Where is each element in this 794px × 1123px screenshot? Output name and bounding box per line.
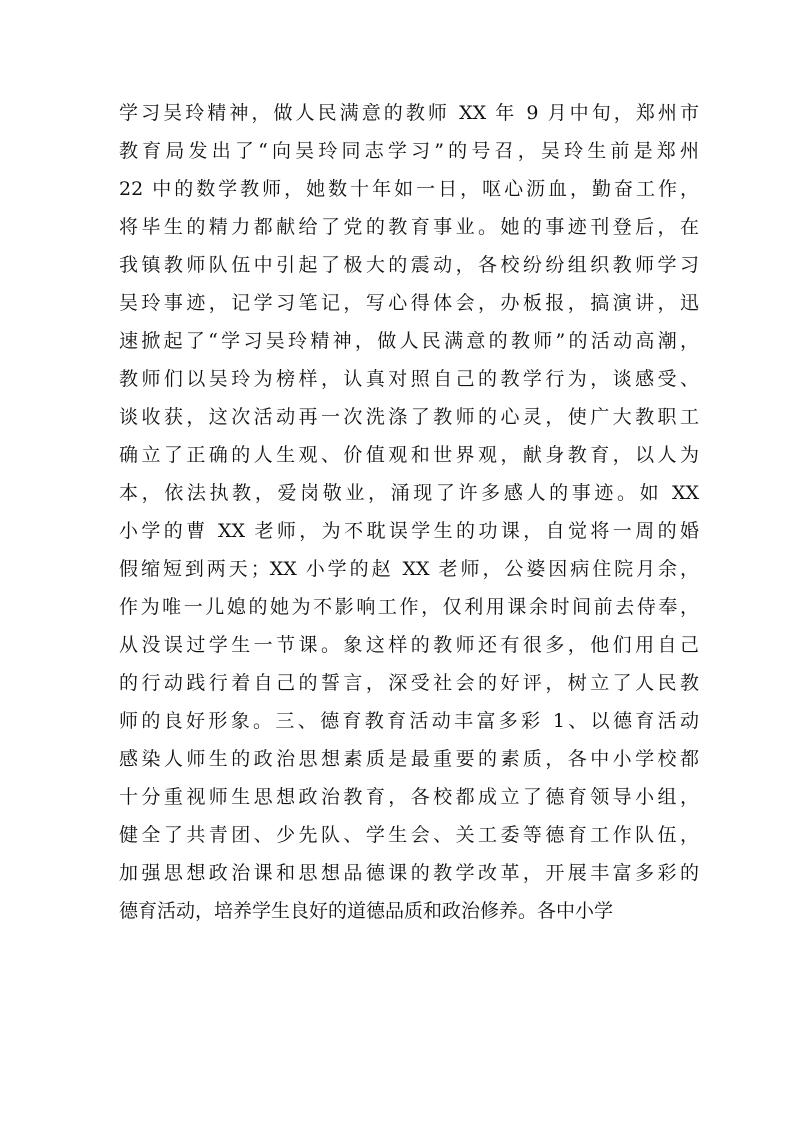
text-line-20: 健全了共青团、少先队、学生会、关工委等德育工作队伍， <box>119 824 699 846</box>
text-line-12: 小学的曹 XX 老师，为不耽误学生的功课，自觉将一周的婚 <box>119 520 699 542</box>
body-text <box>119 94 699 930</box>
text-line-17: 师的良好形象。三、德育教育活动丰富多彩 1、以德育活动 <box>119 710 699 732</box>
text-line-14: 作为唯一儿媳的她为不影响工作，仅利用课余时间前去侍奉， <box>119 596 699 618</box>
text-line-18: 感染人师生的政治思想素质是最重要的素质，各中小学校都 <box>119 748 699 770</box>
text-line-2: 教育局发出了“向吴玲同志学习”的号召，吴玲生前是郑州 <box>119 140 699 162</box>
text-line-4: 将毕生的精力都献给了党的教育事业。她的事迹刊登后，在 <box>119 216 699 238</box>
text-line-9: 谈收获，这次活动再一次洗涤了教师的心灵，使广大教职工 <box>119 406 699 428</box>
text-line-16: 的行动践行着自己的誓言，深受社会的好评，树立了人民教 <box>119 672 699 694</box>
text-line-11: 本，依法执教，爱岗敬业，涌现了许多感人的事迹。如 XX <box>119 482 699 504</box>
text-line-8: 教师们以吴玲为榜样，认真对照自己的教学行为，谈感受、 <box>119 368 699 390</box>
text-line-6: 吴玲事迹，记学习笔记，写心得体会，办板报，搞演讲，迅 <box>119 292 699 314</box>
text-line-22: 德育活动，培养学生良好的道德品质和政治修养。各中小学 <box>119 900 614 922</box>
text-line-10: 确立了正确的人生观、价值观和世界观，献身教育，以人为 <box>119 444 699 466</box>
text-line-19: 十分重视师生思想政治教育，各校都成立了德育领导小组， <box>119 786 699 808</box>
text-line-1: 学习吴玲精神，做人民满意的教师 XX 年 9 月中旬，郑州市 <box>119 102 699 124</box>
text-line-5: 我镇教师队伍中引起了极大的震动，各校纷纷组织教师学习 <box>119 254 699 276</box>
text-line-13: 假缩短到两天；XX 小学的赵 XX 老师，公婆因病住院月余， <box>119 558 699 580</box>
text-line-15: 从没误过学生一节课。象这样的教师还有很多，他们用自己 <box>119 634 699 656</box>
text-line-21: 加强思想政治课和思想品德课的教学改革，开展丰富多彩的 <box>119 862 699 884</box>
text-line-3: 22 中的数学教师，她数十年如一日，呕心沥血，勤奋工作， <box>119 178 699 200</box>
text-line-7: 速掀起了“学习吴玲精神，做人民满意的教师”的活动高潮， <box>119 330 699 352</box>
